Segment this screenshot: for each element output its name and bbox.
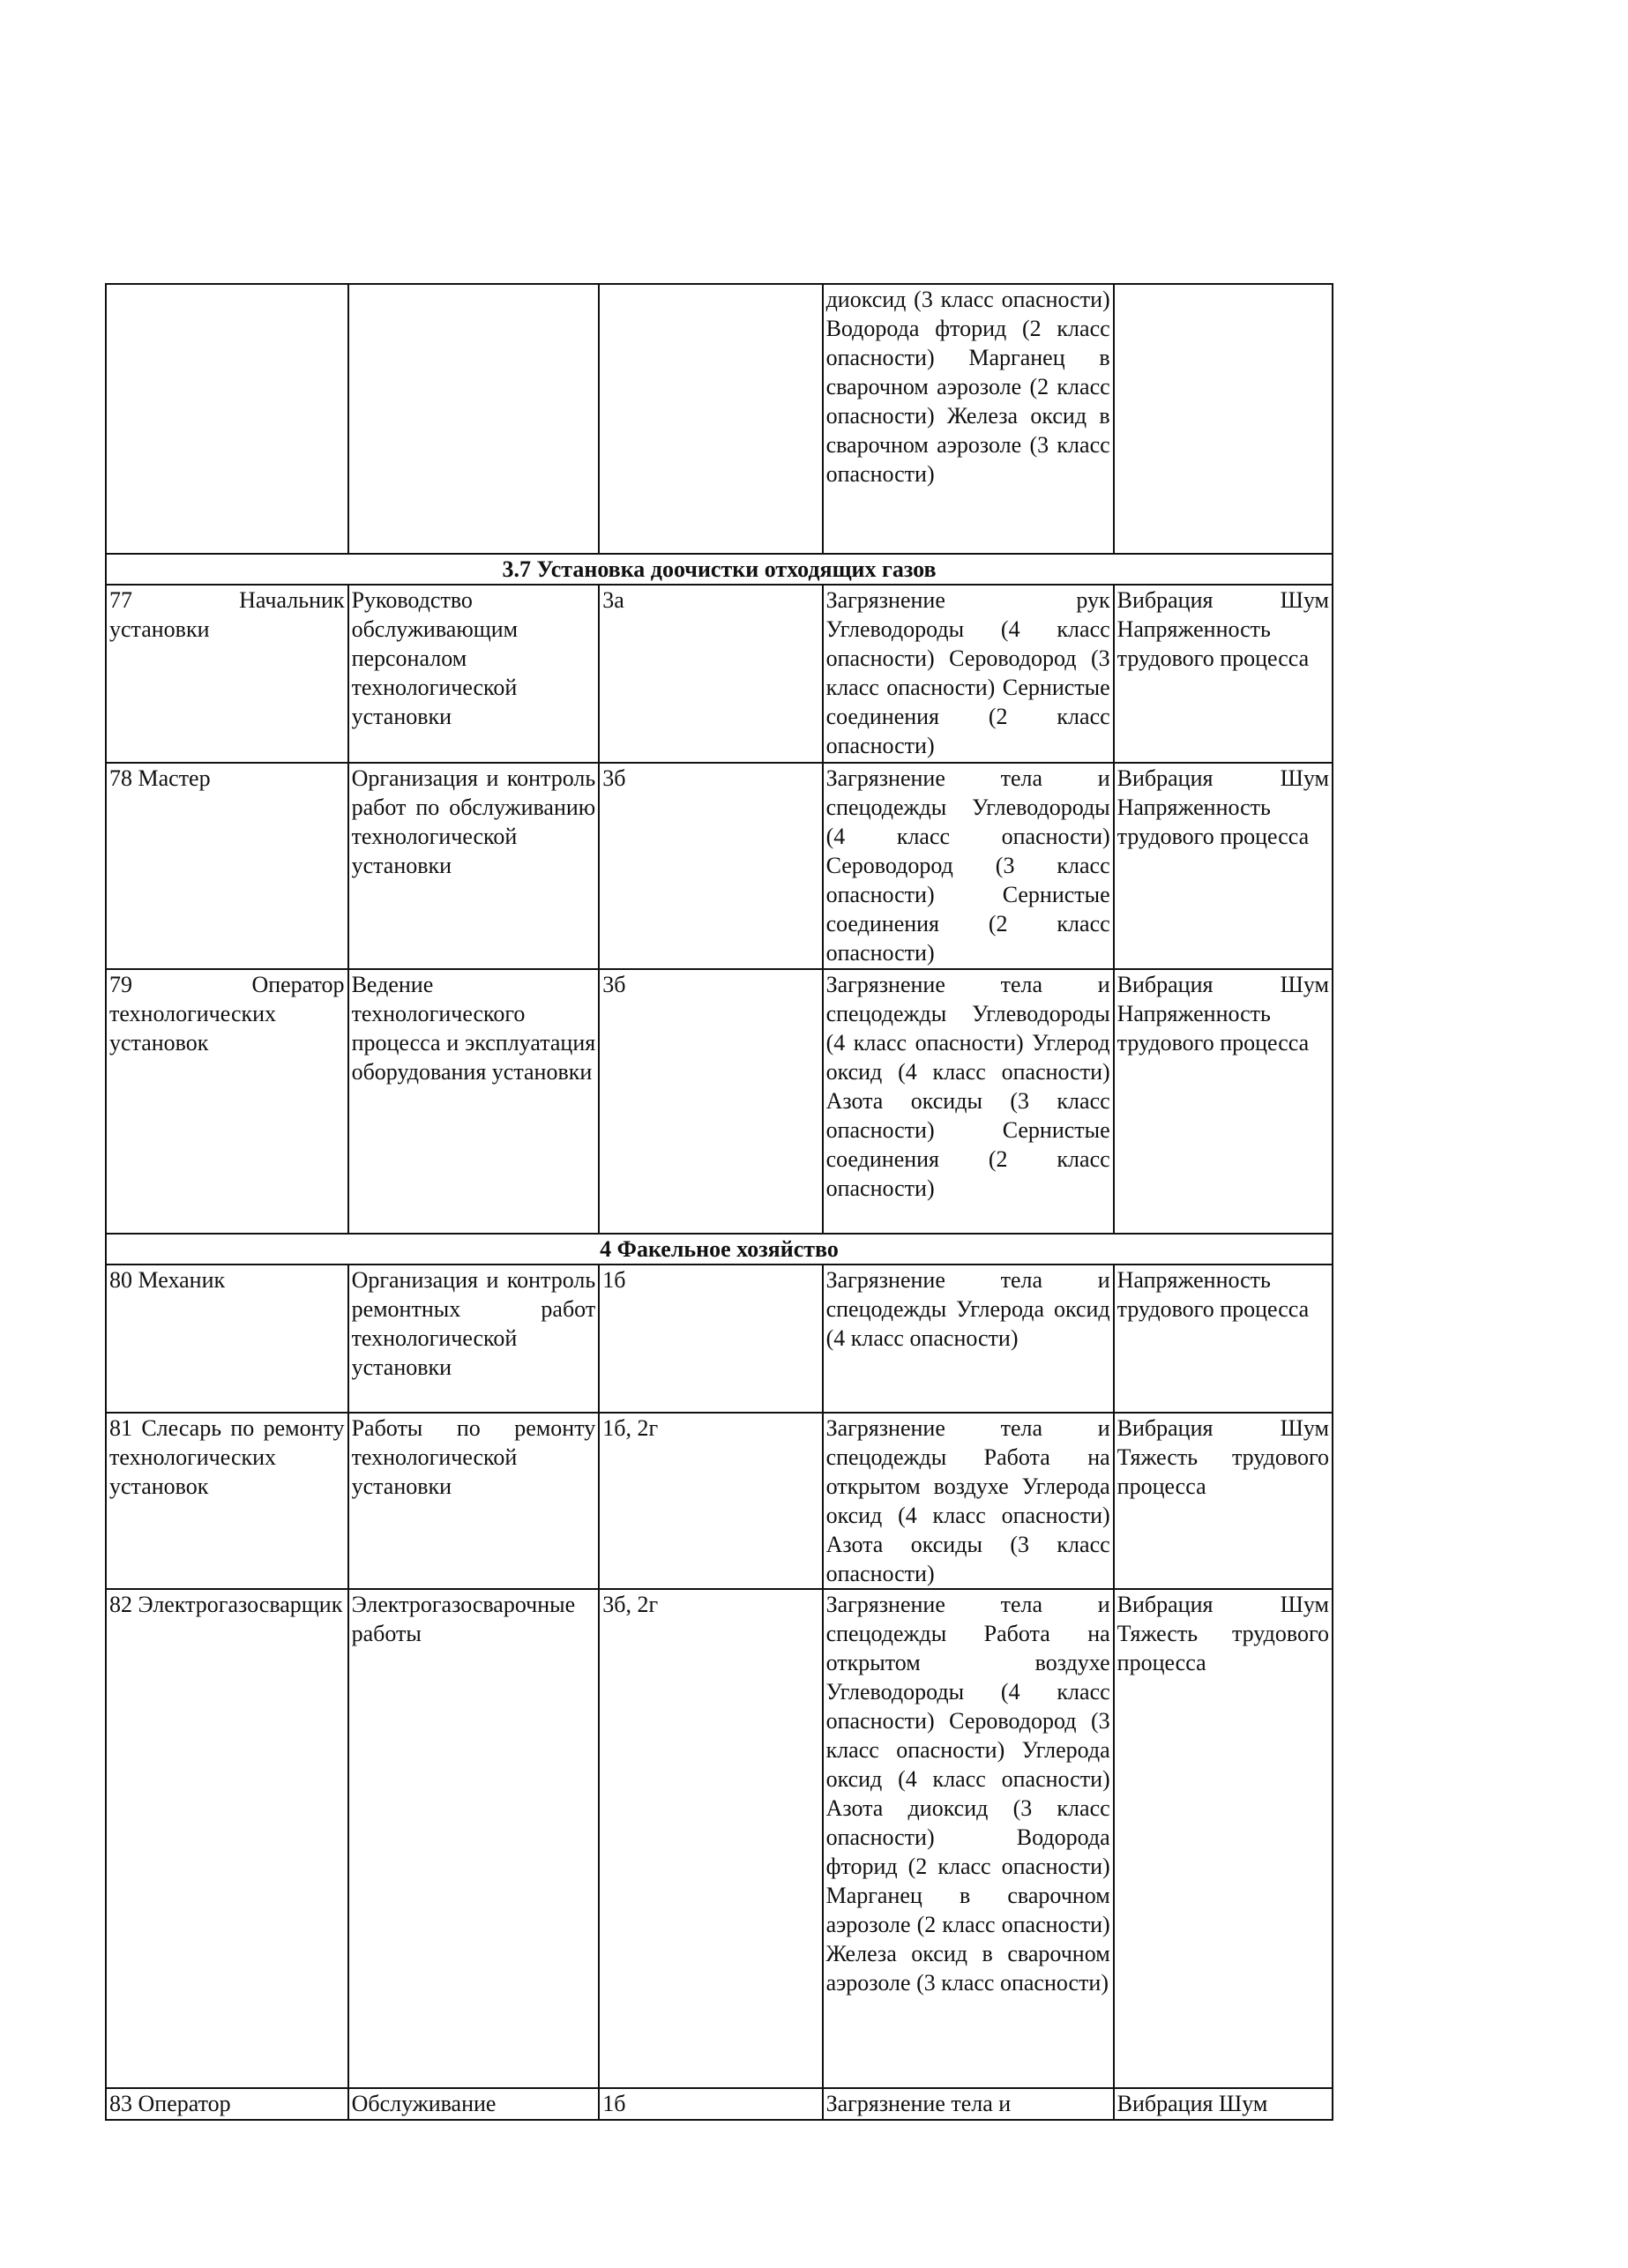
work-cell: Организация и контроль работ по обслуживанию технологической установки: [348, 763, 600, 969]
factors-cell: Вибрация Шум: [1114, 2088, 1333, 2120]
hazard-cell: Загрязнение тела и спецодежды Углеводороды (4 класс опасности) Углерод оксид (4 класс опасности) Азота оксиды (3 класс опасности) Сернистые соединения (2 класс опасности): [823, 969, 1114, 1234]
hazard-cell: диоксид (3 класс опасности) Водорода фторид (2 класс опасности) Марганец в сварочном аэрозоле (2 класс опасности) Железа оксид в сварочном аэрозоле (3 класс опасности): [823, 284, 1114, 554]
table-row: [106, 969, 1333, 1234]
profession-cell: 77 Начальник установки: [106, 585, 348, 763]
factors-cell: Напряженность трудового процесса: [1114, 1265, 1333, 1413]
table-row: [106, 763, 1333, 969]
document-table: [105, 283, 1333, 2121]
table-row: [106, 2088, 1333, 2120]
section-title: 3.7 Установка доочистки отходящих газов: [106, 554, 1333, 585]
table-row: [106, 284, 1333, 554]
profession-cell: 80 Механик: [106, 1265, 348, 1413]
code-cell: 1б, 2г: [599, 1413, 822, 1589]
section-title: 4 Факельное хозяйство: [106, 1234, 1333, 1265]
code-cell: 1б: [599, 1265, 822, 1413]
hazard-cell: Загрязнение тела и спецодежды Углерода оксид (4 класс опасности): [823, 1265, 1114, 1413]
work-cell: Работы по ремонту технологической установки: [348, 1413, 600, 1589]
factors-cell: Вибрация Шум Напряженность трудового процесса: [1114, 585, 1333, 763]
table-row: [106, 1265, 1333, 1413]
profession-cell: 83 Оператор: [106, 2088, 348, 2120]
work-cell: [348, 284, 600, 554]
section-header: [106, 1234, 1333, 1265]
profession-cell: 81 Слесарь по ремонту технологических установок: [106, 1413, 348, 1589]
section-header: [106, 554, 1333, 585]
factors-cell: Вибрация Шум Напряженность трудового процесса: [1114, 969, 1333, 1234]
factors-cell: Вибрация Шум Тяжесть трудового процесса: [1114, 1413, 1333, 1589]
factors-cell: Вибрация Шум Напряженность трудового процесса: [1114, 763, 1333, 969]
hazard-cell: Загрязнение тела и спецодежды Работа на открытом воздухе Углерода оксид (4 класс опасности) Азота оксиды (3 класс опасности): [823, 1413, 1114, 1589]
profession-cell: 79 Оператор технологических установок: [106, 969, 348, 1234]
work-cell: Организация и контроль ремонтных работ технологической установки: [348, 1265, 600, 1413]
work-cell: Руководство обслуживающим персоналом технологической установки: [348, 585, 600, 763]
code-cell: 3б, 2г: [599, 1589, 822, 2088]
profession-cell: 78 Мастер: [106, 763, 348, 969]
code-cell: [599, 284, 822, 554]
code-cell: 3а: [599, 585, 822, 763]
hazard-cell: Загрязнение тела и: [823, 2088, 1114, 2120]
table-row: [106, 1589, 1333, 2088]
code-cell: 3б: [599, 763, 822, 969]
hazard-cell: Загрязнение рук Углеводороды (4 класс опасности) Сероводород (3 класс опасности) Сернистые соединения (2 класс опасности): [823, 585, 1114, 763]
work-cell: Обслуживание: [348, 2088, 600, 2120]
work-cell: Ведение технологического процесса и эксплуатация оборудования установки: [348, 969, 600, 1234]
table-row: [106, 1413, 1333, 1589]
profession-cell: 82 Электрогазосварщик: [106, 1589, 348, 2088]
hazard-cell: Загрязнение тела и спецодежды Работа на открытом воздухе Углеводороды (4 класс опасности) Сероводород (3 класс опасности) Углерода оксид (4 класс опасности) Азота диоксид (3 класс опасности) Водорода фторид (2 класс опасности) Марганец в сварочном аэрозоле (2 класс опасности) Железа оксид в сварочном аэрозоле (3 класс опасности): [823, 1589, 1114, 2088]
profession-cell: [106, 284, 348, 554]
factors-cell: [1114, 284, 1333, 554]
factors-cell: Вибрация Шум Тяжесть трудового процесса: [1114, 1589, 1333, 2088]
work-cell: Электрогазосварочные работы: [348, 1589, 600, 2088]
code-cell: 3б: [599, 969, 822, 1234]
hazard-cell: Загрязнение тела и спецодежды Углеводороды (4 класс опасности) Сероводород (3 класс опасности) Сернистые соединения (2 класс опасности): [823, 763, 1114, 969]
table-row: [106, 585, 1333, 763]
code-cell: 1б: [599, 2088, 822, 2120]
